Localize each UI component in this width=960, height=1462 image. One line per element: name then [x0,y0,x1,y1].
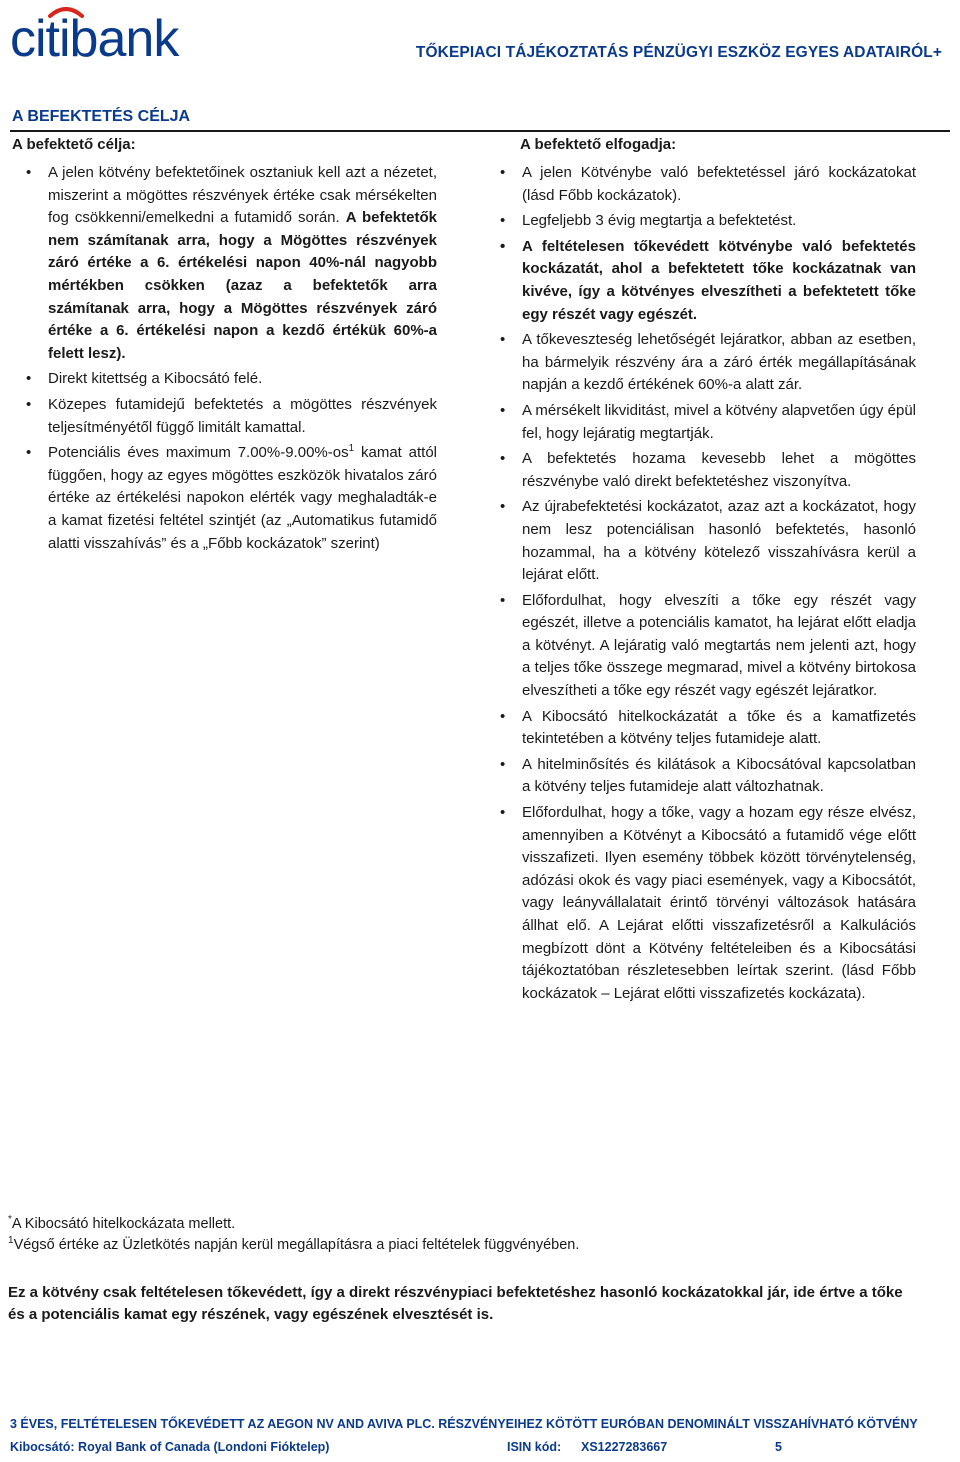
investor-goal-column [12,134,437,558]
page-number: 5 [775,1440,782,1454]
footer-product-title: 3 ÉVES, FELTÉTELESEN TŐKEVÉDETT AZ AEGON NV AND AVIVA PLC. RÉSZVÉNYEIHEZ KÖTÖTT EURÓBAN DENOMINÁLT VISSZAHÍVHATÓ KÖTVÉNY [10,1417,918,1431]
list-item [500,210,916,233]
footnote-one [8,1235,579,1256]
accept-text: A hitelminősítés és kilátások a Kibocsátóval kapcsolatban a kötvény teljes futamideje alatt változhatnak. [522,755,916,796]
isin-value: XS1227283667 [581,1440,668,1454]
footnote-text: Végső értéke az Üzletkötés napján kerül megállapításra a piaci feltételek függvényében. [13,1237,580,1253]
bullet-icon: • [500,212,506,230]
isin-label: ISIN kód: [507,1440,562,1454]
list-item [12,442,437,555]
bullet-icon: • [26,164,32,181]
goal-text: kamat attól függően, hogy az egyes mögöttes eszközök hivatalos záró értéke az értékelési napokon elérték vagy meghaladták-e a kamat fizetési feltétel szintjét (az „Automatikus futamidő alatti visszahívás” és a „Főbb kockázatok” szerint) [48,444,437,552]
list-item [500,162,916,207]
bullet-icon: • [500,755,506,773]
list-item [12,162,437,365]
risk-statement: Ez a kötvény csak feltételesen tőkevédett, így a direkt részvénypiaci befektetéshez hasonló kockázatokkal jár, ide értve a tőke és a potenciális kamat egy részének, vagy egészének elvesztését is. [8,1284,903,1323]
bullet-icon: • [500,707,506,725]
bullet-icon: • [500,804,506,822]
accept-text: A Kibocsátó hitelkockázatát a tőke és a kamatfizetés tekintetében a kötvény teljes futamideje alatt. [522,707,916,748]
section-heading: A BEFEKTETÉS CÉLJA [12,108,191,125]
list-item [500,329,916,397]
bullet-icon: • [500,591,506,609]
investor-accepts-list [500,162,916,1005]
list-item [500,754,916,799]
footnote-text: A Kibocsátó hitelkockázata mellett. [11,1216,236,1232]
bullet-icon: • [26,395,32,413]
bullet-icon: • [26,370,32,388]
investor-accepts-heading: A befektető elfogadja: [520,136,677,153]
bullet-icon: • [500,450,506,468]
investor-accepts-column [500,134,916,1008]
bullet-icon: • [500,164,506,181]
footnote-star [8,1214,579,1235]
footer-issuer: Kibocsátó: Royal Bank of Canada (Londoni Fióktelep) [10,1440,330,1454]
goal-text: A jelen kötvény befektetőinek osztaniuk kell azt a nézetet, miszerint a mögöttes részvények értéke csak mérsékelten fog csökkenni/emelkedni a futamidő során. [48,164,437,227]
accept-text: A jelen Kötvénybe való befektetéssel járó kockázatokat (lásd Főbb kockázatok). [522,164,916,204]
accept-text: A mérsékelt likviditást, mivel a kötvény alapvetően úgy épül fel, hogy lejáratig megtartják. [522,401,916,442]
heading-rule [10,130,950,132]
goal-text: Közepes futamidejű befektetés a mögöttes részvények teljesítményétől függő limitált kamattal. [48,395,437,436]
footnote-ref: 1 [348,443,355,455]
list-item [500,802,916,1005]
footnote-mark: 1 [8,1235,14,1247]
accept-text: Legfeljebb 3 évig megtartja a befektetést. [522,212,797,230]
footnotes [8,1214,579,1256]
accept-text: A befektetés hozama kevesebb lehet a mögöttes részvénybe való direkt befektetéshez viszonyítva. [522,450,916,490]
bullet-icon: • [500,401,506,419]
citibank-logo [8,4,228,64]
list-item [500,236,916,326]
list-item [12,368,437,391]
investor-goal-list [12,162,437,555]
bullet-icon: • [500,331,506,349]
goal-text-bold: A befektetők nem számítanak arra, hogy a Mögöttes részvények záró értéke a 6. értékelési napon 40%-nál nagyobb mértékben csökken (azaz a befektetők arra számítanak arra, hogy a Mögöttes részvények záró értéke a 6. értékelési napon a kezdő értékük 60%-a felett lesz). [48,209,437,362]
list-item [500,590,916,703]
footnote-mark: * [8,1214,12,1226]
svg-text:citibank: citibank [10,10,179,64]
document-title: TŐKEPIACI TÁJÉKOZTATÁS PÉNZÜGYI ESZKÖZ EGYES ADATAIRÓL+ [415,44,942,61]
bullet-icon: • [500,237,506,255]
list-item [500,448,916,493]
bullet-icon: • [500,498,506,516]
accept-text: A feltételesen tőkevédett kötvénybe való befektetés kockázatát, ahol a befektetett tőke kockázatnak van kivéve, így a kötvényes elveszítheti a befektetett tőke egy részét vagy egészét. [522,237,916,323]
list-item [12,394,437,439]
accept-text: Az újrabefektetési kockázatot, azaz azt a kockázatot, hogy nem lesz potenciálisan hasonló befektetés, hasonló hozammal, ha a kötvény kötelező visszahívásra kerül a lejárat előtt. [522,498,916,584]
list-item [500,496,916,586]
bullet-icon: • [26,444,32,462]
investor-goal-heading: A befektető célja: [12,136,136,153]
accept-text: Előfordulhat, hogy a tőke, vagy a hozam egy része elvész, amennyiben a Kötvényt a Kibocsátó a futamidő vége előtt visszafizeti. Ilyen esemény többek között törvénytelenség, adózási okok és vagy piaci események, vagy a Kibocsátót, vagy leányvállalatait érintő törvényi változások hatására állhat elő. A Lejárat előtti visszafizetésről a Kalkulációs megbízott dönt a Kötvény feltételeiben és a Kibocsátási tájékoztatóban részletesebben leírtak szerint. (lásd Főbb kockázatok – Lejárat előtti visszafizetés kockázata). [522,804,916,1002]
list-item [500,706,916,751]
accept-text: Előfordulhat, hogy elveszíti a tőke egy részét vagy egészét, illetve a potenciális kamatot, ha lejárat előtt eladja a kötvényt. A lejáratig való megtartás nem jelenti azt, hogy a teljes tőke összege megmarad, mivel a kötvény birtokosa elveszítheti a tőke egy részét vagy egészét lejáratkor. [522,591,916,700]
accept-text: A tőkeveszteség lehetőségét lejáratkor, abban az esetben, ha bármelyik részvény ára a záró érték megállapításának napján a kezdő értékének 60%-a alatt zár. [522,331,916,394]
list-item [500,400,916,445]
footer-issuer-line [10,1440,790,1454]
goal-text: Direkt kitettség a Kibocsátó felé. [48,370,263,388]
goal-text: Potenciális éves maximum 7.00%-9.00%-os [48,444,349,462]
